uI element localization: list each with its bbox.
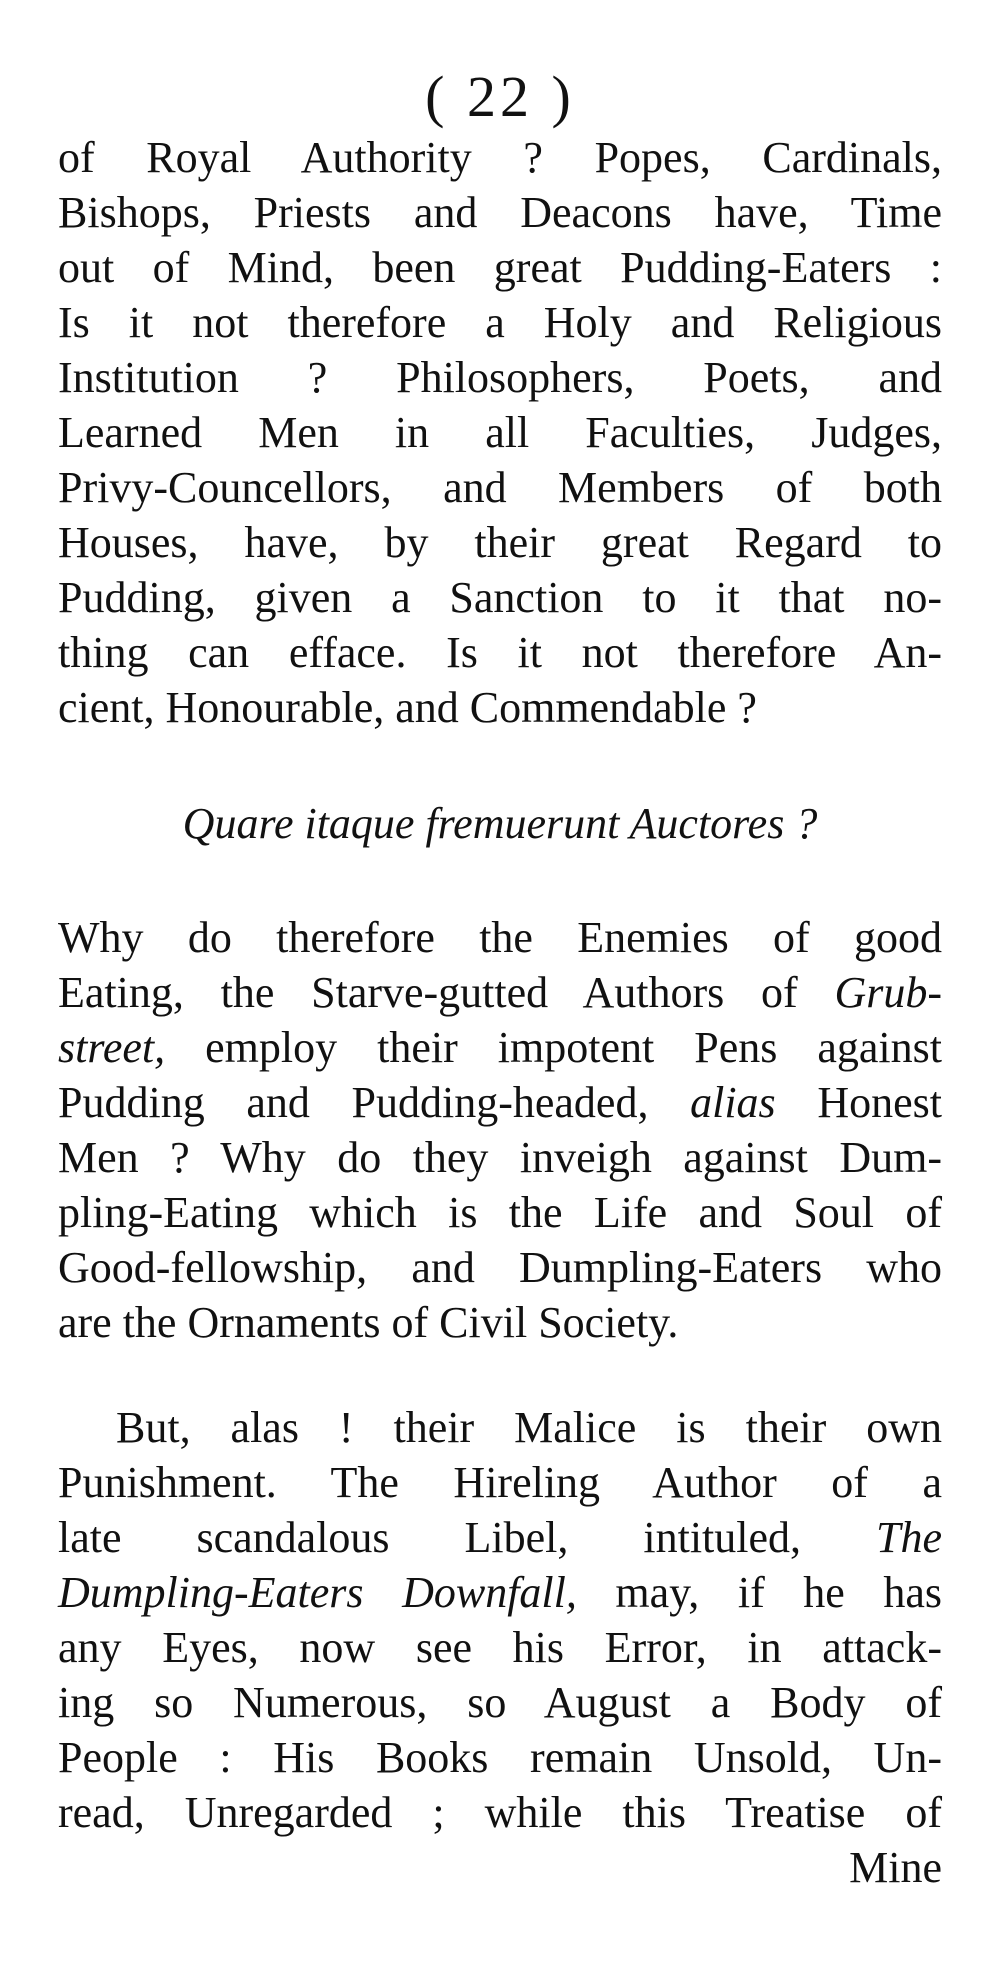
text-line — [58, 1565, 942, 1620]
text-line: Why do therefore the Enemies of good — [58, 913, 942, 962]
text-line: Pudding, given a Sanction to it that no- — [58, 573, 942, 622]
text-line — [58, 1020, 942, 1075]
text-line: Learned Men in all Faculties, Judges, — [58, 408, 942, 457]
paragraph-royal-authority — [58, 130, 942, 735]
text-line: thing can efface. Is it not therefore An- — [58, 628, 942, 677]
text-line: Men ? Why do they inveigh against Dum- — [58, 1133, 942, 1182]
paragraph-malice-punishment — [58, 1400, 942, 1895]
text-segment: late scandalous Libel, intituled, — [58, 1513, 876, 1562]
italic-segment: alias — [690, 1078, 776, 1127]
text-segment: employ their impotent Pens against — [165, 1023, 942, 1072]
italic-segment: street, — [58, 1023, 166, 1072]
text-line: read, Unregarded ; while this Treatise of — [58, 1788, 942, 1837]
italic-segment: Grub- — [834, 968, 942, 1017]
text-segment: Eating, the Starve-gutted Authors of — [58, 968, 835, 1017]
text-line — [58, 1510, 942, 1565]
text-line: of Royal Authority ? Popes, Cardinals, — [58, 133, 942, 182]
paragraph-enemies-of-good-eating — [58, 910, 942, 1350]
text-line: are the Ornaments of Civil Society. — [58, 1298, 679, 1347]
text-line: But, alas ! their Malice is their own — [116, 1403, 942, 1452]
text-line: Bishops, Priests and Deacons have, Time — [58, 188, 942, 237]
catchword: Mine — [849, 1843, 942, 1892]
latin-motto: Quare itaque fremuerunt Auctores ? — [182, 799, 818, 848]
text-line: Is it not therefore a Holy and Religious — [58, 298, 942, 347]
text-line: People : His Books remain Unsold, Un- — [58, 1733, 942, 1782]
text-line: Punishment. The Hireling Author of a — [58, 1458, 942, 1507]
text-segment: may, if he has — [576, 1568, 942, 1617]
text-line: ing so Numerous, so August a Body of — [58, 1678, 942, 1727]
text-line: Institution ? Philosophers, Poets, and — [58, 353, 942, 402]
italic-segment: The — [876, 1513, 942, 1562]
text-line: Privy-Councellors, and Members of both — [58, 463, 942, 512]
text-line: out of Mind, been great Pudding-Eaters : — [58, 243, 942, 292]
italic-segment: Dumpling-Eaters Downfall, — [58, 1568, 577, 1617]
text-line: Houses, have, by their great Regard to — [58, 518, 942, 567]
text-line: pling-Eating which is the Life and Soul of — [58, 1188, 942, 1237]
page-number: ( 22 ) — [425, 64, 575, 129]
text-segment: Honest — [775, 1078, 942, 1127]
text-line: any Eyes, now see his Error, in attack- — [58, 1623, 942, 1672]
text-segment: Pudding and Pudding-headed, — [58, 1078, 691, 1127]
text-line — [58, 1075, 942, 1130]
text-line — [58, 965, 942, 1020]
text-line: Good-fellowship, and Dumpling-Eaters who — [58, 1243, 942, 1292]
text-line: cient, Honourable, and Commendable ? — [58, 683, 757, 732]
